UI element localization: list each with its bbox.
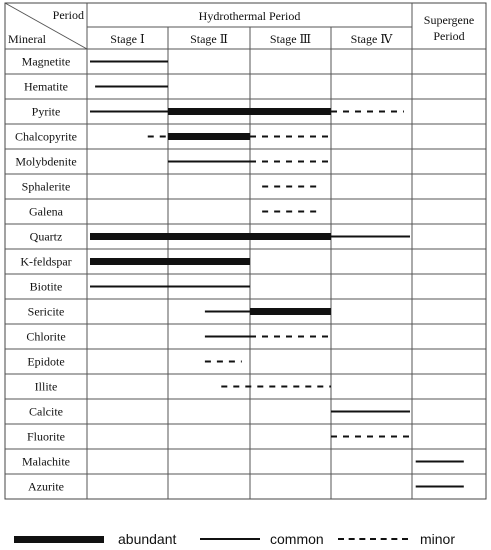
mineral-name: Biotite xyxy=(29,279,63,294)
mineral-name: Quartz xyxy=(29,229,63,244)
corner-period-label: Period xyxy=(52,8,84,22)
mineral-name: Azurite xyxy=(28,479,64,494)
legend-minor-label: minor xyxy=(420,531,456,547)
legend-minor xyxy=(338,531,455,547)
mineral-name: Chlorite xyxy=(26,329,66,344)
stage-header-2: Stage Ⅱ xyxy=(190,32,228,46)
mineral-name: Epidote xyxy=(27,354,65,369)
supergene-period-title-1: Supergene xyxy=(423,13,475,27)
stage-header-4: Stage Ⅳ xyxy=(350,32,393,46)
minor-swatch xyxy=(338,538,408,540)
legend-abundant xyxy=(14,531,176,547)
table-border xyxy=(5,3,486,499)
mineral-name: Sphalerite xyxy=(21,179,71,194)
common-swatch xyxy=(200,538,260,540)
mineral-name: K-feldspar xyxy=(20,254,72,269)
mineral-name: Calcite xyxy=(29,404,63,419)
legend-common-label: common xyxy=(270,531,324,547)
mineral-name: Molybdenite xyxy=(15,154,77,169)
mineral-name: Chalcopyrite xyxy=(15,129,77,144)
hydrothermal-period-title: Hydrothermal Period xyxy=(198,9,301,23)
stage-header-3: Stage Ⅲ xyxy=(269,32,312,46)
supergene-period-title-2: Period xyxy=(433,29,465,43)
mineral-name: Illite xyxy=(34,379,58,394)
mineral-name: Magnetite xyxy=(21,54,71,69)
corner-mineral-label: Mineral xyxy=(8,32,46,46)
mineral-name: Fluorite xyxy=(27,429,65,444)
legend-abundant-label: abundant xyxy=(118,531,177,547)
mineral-name: Malachite xyxy=(22,454,70,469)
legend-common xyxy=(200,531,324,547)
mineral-name: Sericite xyxy=(27,304,65,319)
legend xyxy=(0,528,491,550)
mineral-name: Galena xyxy=(29,204,63,219)
mineral-name: Pyrite xyxy=(31,104,61,119)
stage-header-1: Stage Ⅰ xyxy=(110,32,145,46)
mineral-name: Hematite xyxy=(24,79,68,94)
abundant-swatch xyxy=(14,536,104,543)
